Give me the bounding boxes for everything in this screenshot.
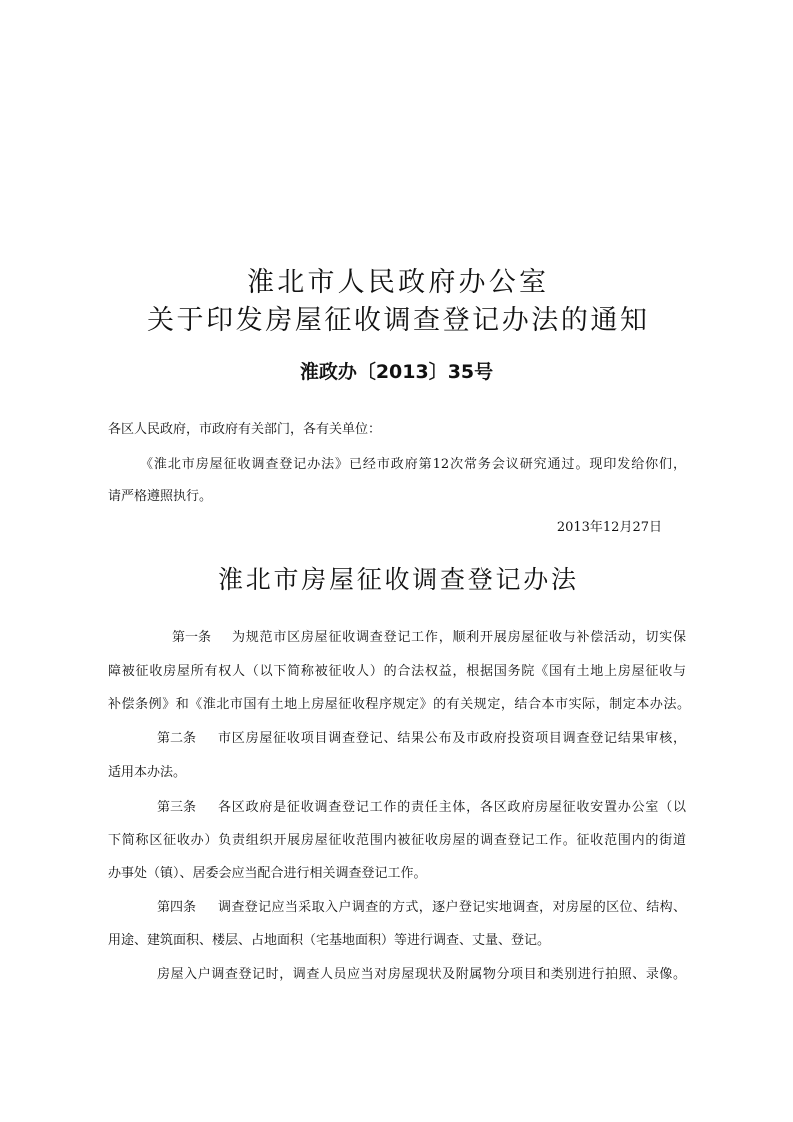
notice-body-line: 请严格遵照执行。 <box>108 489 213 504</box>
document-number: 淮政办〔2013〕35号 <box>299 361 494 383</box>
article-line: 市区房屋征收项目调查登记、结果公布及市政府投资项目调查登记结果审核， <box>218 731 686 746</box>
article-label: 第三条 <box>157 800 197 815</box>
article-line: 用途、建筑面积、楼层、占地面积（宅基地面积）等进行调查、丈量、登记。 <box>108 933 551 948</box>
article-label: 第一条 <box>172 630 212 645</box>
article-line: 各区政府是征收调查登记工作的责任主体，各区政府房屋征收安置办公室（以 <box>218 800 686 815</box>
article-line: 障被征收房屋所有权人（以下简称被征收人）的合法权益，根据国务院《国有土地上房屋征收与 <box>108 664 686 679</box>
issue-date: 2013年12月27日 <box>556 520 662 535</box>
notice-body-line: 《淮北市房屋征收调查登记办法》已经市政府第12次常务会议研究通过。现印发给你们， <box>140 457 686 472</box>
article-label: 第二条 <box>157 731 197 746</box>
article-line: 办事处（镇）、居委会应当配合进行相关调查登记工作。 <box>108 866 427 881</box>
article-line: 为规范市区房屋征收调查登记工作，顺利开展房屋征收与补偿活动，切实保 <box>232 630 686 645</box>
regulation-title: 淮北市房屋征收调查登记办法 <box>218 565 576 594</box>
article-line: 下简称区征收办）负责组织开展房屋征收范围内被征收房屋的调查登记工作。征收范围内的街道 <box>108 833 686 848</box>
article-line: 调查登记应当采取入户调查的方式，逐户登记实地调查，对房屋的区位、结构、 <box>218 900 686 915</box>
issuing-office-title: 淮北市人民政府办公室 <box>247 267 546 298</box>
paragraph-line: 房屋入户调查登记时，调查人员应当对房屋现状及附属物分项目和类别进行拍照、录像。 <box>157 967 686 982</box>
article-label: 第四条 <box>157 900 197 915</box>
article-line: 补偿条例》和《淮北市国有土地上房屋征收程序规定》的有关规定，结合本市实际，制定本办法。 <box>108 697 690 712</box>
addressee-line: 各区人民政府，市政府有关部门，各有关单位： <box>108 422 382 437</box>
notice-title: 关于印发房屋征收调查登记办法的通知 <box>147 305 647 336</box>
article-line: 适用本办法。 <box>108 765 187 780</box>
